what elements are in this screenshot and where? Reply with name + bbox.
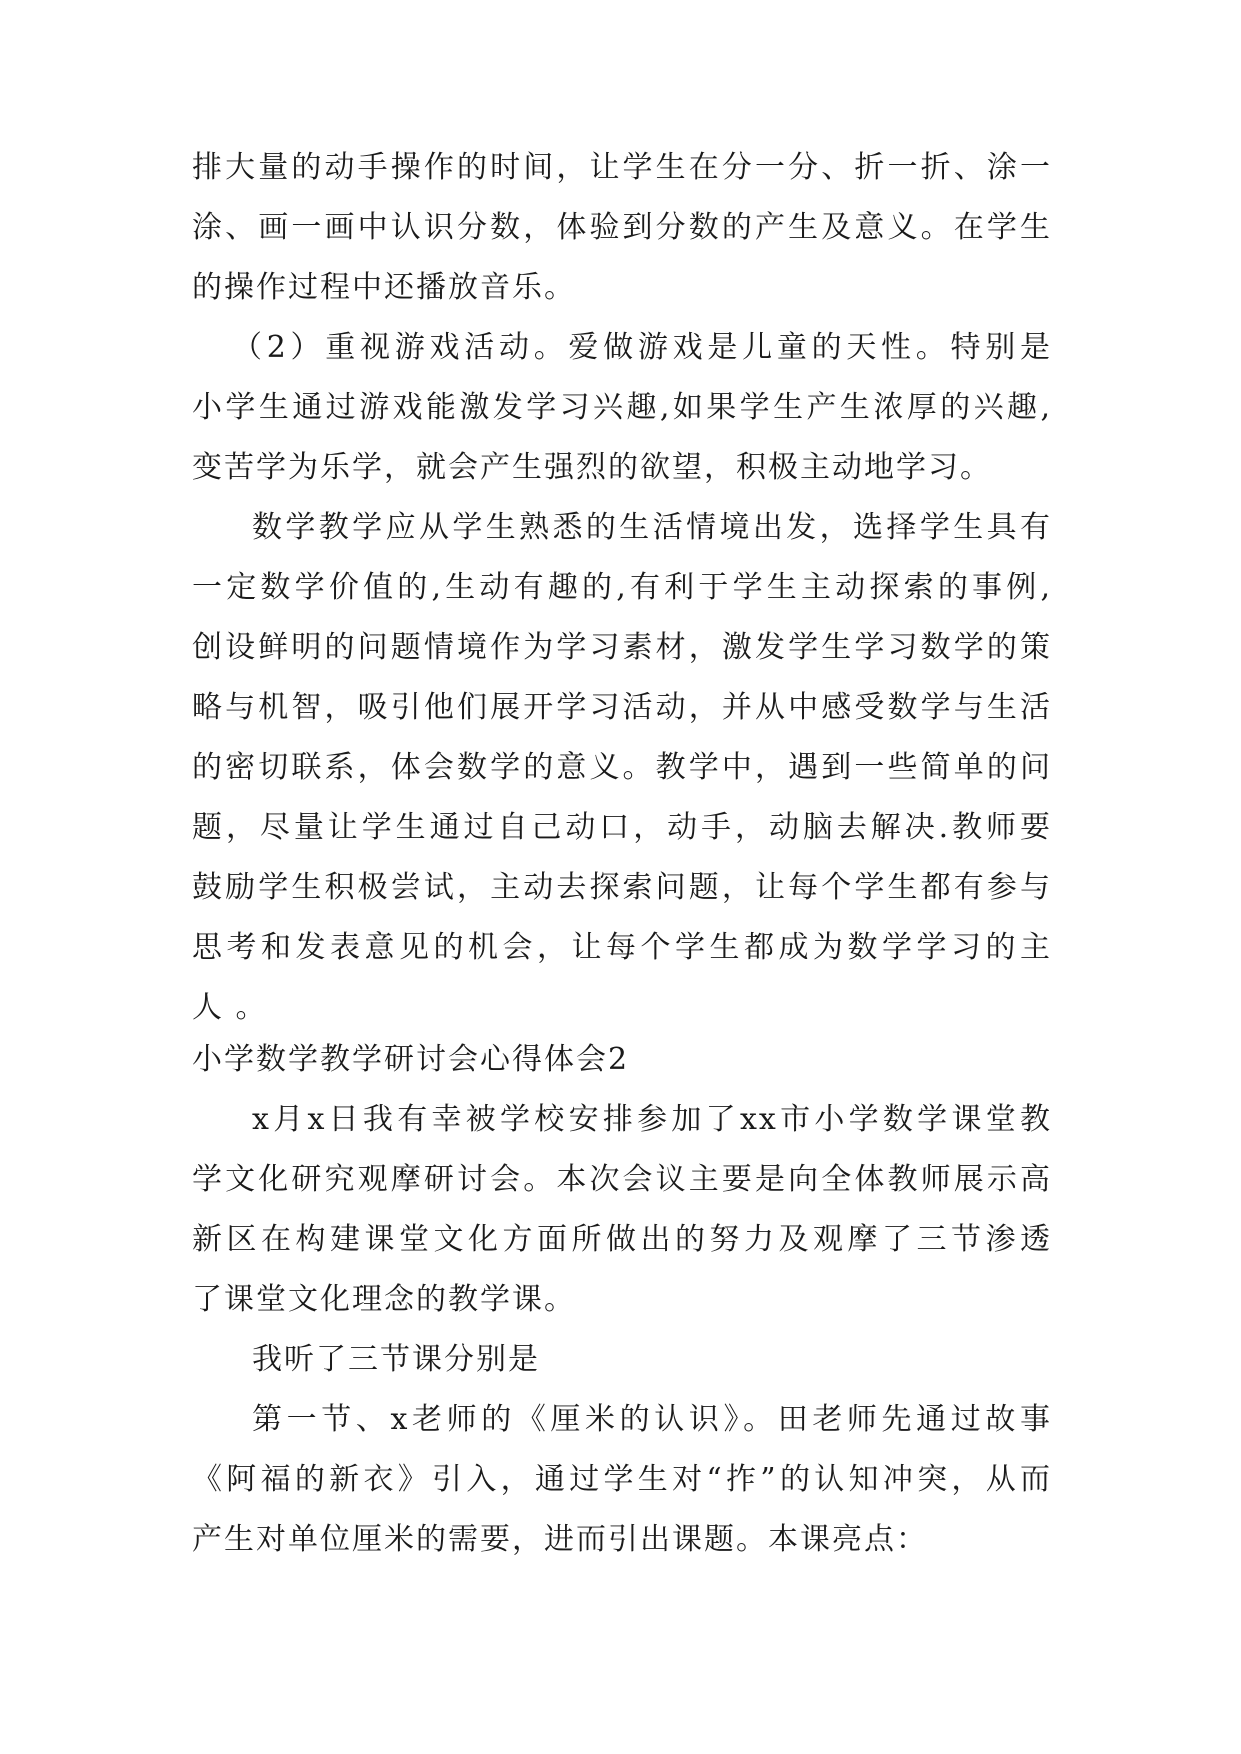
paragraph-line: 我听了三节课分别是: [252, 1342, 540, 1377]
paragraph-line: 第一节、x老师的《厘米的认识》。田老师先通过故事: [252, 1402, 1052, 1437]
paragraph-line: 的密切联系，体会数学的意义。教学中，遇到一些简单的问: [192, 750, 1052, 785]
paragraph-line: 涂、画一画中认识分数，体验到分数的产生及意义。在学生: [192, 210, 1052, 245]
paragraph-line: 新区在构建课堂文化方面所做出的努力及观摩了三节渗透: [192, 1222, 1052, 1257]
paragraph-line: 变苦学为乐学，就会产生强烈的欲望，积极主动地学习。: [192, 450, 992, 485]
paragraph-line: 产生对单位厘米的需要，进而引出课题。本课亮点：: [192, 1522, 928, 1557]
paragraph-line: 创设鲜明的问题情境作为学习素材，激发学生学习数学的策: [192, 630, 1052, 665]
paragraph-line: （2）重视游戏活动。爱做游戏是儿童的天性。特别是: [232, 330, 1052, 365]
paragraph-line: 的操作过程中还播放音乐。: [192, 270, 576, 305]
section-heading: 小学数学教学研讨会心得体会2: [192, 1042, 630, 1077]
paragraph-line: 鼓励学生积极尝试，主动去探索问题，让每个学生都有参与: [192, 870, 1052, 905]
paragraph-line: 小学生通过游戏能激发学习兴趣,如果学生产生浓厚的兴趣,: [192, 390, 1052, 425]
paragraph-line: 《阿福的新衣》引入，通过学生对“拃”的认知冲突，从而: [192, 1462, 1052, 1497]
paragraph-line: 学文化研究观摩研讨会。本次会议主要是向全体教师展示高: [192, 1162, 1052, 1197]
paragraph-line: 题，尽量让学生通过自己动口，动手，动脑去解决.教师要: [192, 810, 1052, 845]
paragraph-line: 思考和发表意见的机会，让每个学生都成为数学学习的主: [192, 930, 1052, 965]
paragraph-line: x月x日我有幸被学校安排参加了xx市小学数学课堂教: [252, 1102, 1052, 1137]
paragraph-line: 一定数学价值的,生动有趣的,有利于学生主动探索的事例,: [192, 570, 1052, 605]
paragraph-line: 了课堂文化理念的教学课。: [192, 1282, 576, 1317]
paragraph-line: 数学教学应从学生熟悉的生活情境出发，选择学生具有: [252, 510, 1052, 545]
paragraph-line: 略与机智，吸引他们展开学习活动，并从中感受数学与生活: [192, 690, 1052, 725]
paragraph-line: 人 。: [192, 990, 268, 1025]
paragraph-line: 排大量的动手操作的时间，让学生在分一分、折一折、涂一: [192, 150, 1052, 185]
